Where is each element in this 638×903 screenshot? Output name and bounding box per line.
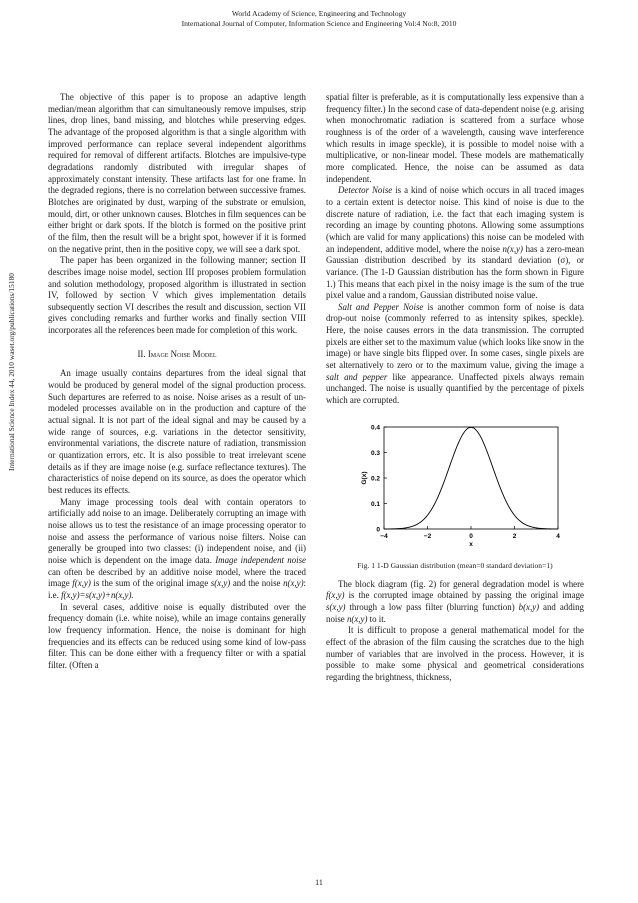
figure-caption: Fig. 1 1-D Gaussian distribution (mean=0 standard deviation=1) bbox=[357, 560, 553, 570]
page-number: 11 bbox=[315, 878, 323, 887]
paragraph bbox=[48, 497, 306, 602]
y-tick-label: 0.2 bbox=[370, 475, 380, 483]
emphasis: Salt and Pepper Noise bbox=[338, 301, 424, 312]
series-line bbox=[384, 427, 558, 529]
x-tick-label: 2 bbox=[512, 532, 517, 540]
right-column bbox=[326, 92, 584, 684]
equation: f(x,y)=s(x,y)+n(x,y). bbox=[61, 589, 134, 600]
y-axis-label: G(x) bbox=[361, 471, 368, 485]
paragraph: In several cases, additive noise is equally distributed over the frequency domain (i.e. white noise), while an image contains generally low frequency information. Hence, the noise is dominant for high frequencies and its effects can be reduced using some kind of low-pass filter. This can be done either with a frequency filter or with a spatial filter. (Often a bbox=[48, 601, 306, 670]
paragraph: The objective of this paper is to propose an adaptive length median/mean algorithm that can simultaneously remove impulses, strip lines, drop lines, band missing, and blotches while preserving edges. The advantage of the proposed algorithm is that a single algorithm with improved performance can replace several independent algorithms required for removal of different artifacts. Blotches are impulsive-type degradations randomly distributed with irregular shapes of approximately constant intensity. These artifacts last for one frame. In the degraded regions, there is no correlation between successive frames. Blotches are originated by dust, warping of the substrate or emulsion, mould, dirt, or other unknown causes. Blotches in film sequences can be either bright or dark spots. If the blotch is formed on the positive print of the film, then the result will be a bright spot, however if it is formed on the negative print, then in the positive copy, we will see a dark spot. bbox=[48, 92, 306, 254]
paragraph: spatial filter is preferable, as it is computationally less expensive than a frequency filter.) In the second case of data-dependent noise (e.g. arising when monochromatic radiation is scattered from a surface whose roughness is of the order of a wavelength, causing wave interference which results in image speckle), it is possible to model noise with a multiplicative, or non-linear model. These models are mathematically more complicated. Hence, the noise can be assumed as data independent. bbox=[326, 92, 585, 184]
math-var: f(x,y) bbox=[72, 578, 91, 589]
y-tick-label: 0.1 bbox=[370, 500, 380, 508]
x-axis-label: x bbox=[469, 540, 473, 547]
text-run: to it. bbox=[367, 613, 386, 624]
text-run: and adding noise bbox=[326, 602, 584, 624]
text-run: Many image processing tools deal with contain operators to artificially add noise to an image. Deliberately corrupting an image with noise allows us to test the resistance of an image processing operator to noise and assess the performance of various noise filters. Noise can generally be grouped into two classes: (i) independent noise, and (ii) noise which is dependent on the image data. bbox=[48, 496, 306, 565]
paragraph: The paper has been organized in the following manner; section II describes image noise model, section III proposes problem formulation and solution methodology, proposed algorithm is illustrated in section IV, followed by section V which gives implementation details subsequently section VI describes the result and discussion, section VII gives concluding remarks and further works and finally section VIII incorporates all the references been made for completion of this work. bbox=[48, 255, 306, 336]
math-var: s(x,y) bbox=[326, 602, 346, 613]
paragraph bbox=[326, 579, 584, 626]
x-tick-label: 4 bbox=[556, 532, 560, 540]
gaussian-figure bbox=[326, 417, 584, 547]
text-run: is a kind of noise which occurs in all traced images to a certain extent is detector noise. This kind of noise is due to the discrete nature of radiation, i.e. the fact that each imaging system is recording an image by counting photons. Allowing some assumptions (which are valid for many applications) this noise can be modeled with an independent, additive model, where the noise bbox=[326, 185, 584, 254]
text-run: is another common form of noise is data drop-out noise (commonly referred to as intensity spikes, speckle). Here, the noise causes errors in the data transmission. The corrupted pixels are either set to the maximum value (which looks like snow in the image) or have single bits flipped over. In some cases, single pixels are set alternatively to zero or to the maximum value, giving the image a bbox=[326, 301, 585, 371]
paragraph bbox=[326, 302, 584, 407]
x-tick-label: −2 bbox=[423, 532, 432, 540]
y-tick-label: 0 bbox=[376, 526, 380, 534]
emphasis: Detector Noise bbox=[338, 185, 393, 196]
paragraph: An image usually contains departures from the ideal signal that would be produced by general model of the signal production process. Such departures are referred to as noise. Noise arises as a result of un-modeled processes available on in the production and capture of the actual signal. It is not part of the ideal signal and may be caused by a wide range of sources, e.g. variations in the detector sensitivity, environmental variations, the discrete nature of radiation, transmission or quantization errors, etc. It is also possible to treat irrelevant scene details as if they are image noise (e.g. surface reflectance textures). The characteristics of noise depend on its source, as does the operator which best reduces its effects. bbox=[48, 368, 306, 495]
running-header bbox=[0, 9, 638, 29]
y-tick-label: 0.4 bbox=[370, 424, 380, 432]
text-run: is the corrupted image obtained by passing the original image bbox=[344, 590, 584, 601]
left-column bbox=[48, 92, 306, 672]
emphasis: Image independent noise bbox=[215, 554, 306, 565]
header-line-1: World Academy of Science, Engineering and Technology bbox=[231, 9, 407, 18]
text-run: is the sum of the original image bbox=[90, 578, 211, 589]
y-tick-label: 0.3 bbox=[370, 449, 380, 457]
section-heading bbox=[48, 349, 306, 361]
text-run: through a low pass filter (blurring function) bbox=[345, 602, 519, 613]
math-var: n(x,y) bbox=[346, 613, 368, 624]
math-var: s(x,y) bbox=[210, 578, 231, 589]
text-run: has a zero-mean Gaussian distribution described by its standard deviation (σ), or variance. (The 1-D Gaussian distribution has the form shown in Figure 1.) This means that each pixel in the noisy image is the sum of the true pixel value and a random, Gaussian distributed noise value. bbox=[326, 243, 585, 301]
text-run: and the noise bbox=[230, 578, 284, 589]
sidebar-citation: International Science Index 44, 2010 waset.org/publications/15180 bbox=[7, 273, 16, 471]
text-run: : i.e. bbox=[48, 578, 306, 600]
text-run: can often be described by an additive noise model, where the traced image bbox=[48, 566, 306, 589]
text-run: like appearance. Unaffected pixels always remain unchanged. The noise is usually quantified by the percentage of pixels which are corrupted. bbox=[326, 371, 585, 406]
text-run: The block diagram (fig. 2) for general degradation model is where bbox=[338, 578, 584, 589]
math-var: n(x,y) bbox=[283, 578, 304, 589]
header-line-2: International Journal of Computer, Information Science and Engineering Vol:4 No:8, 2010 bbox=[181, 19, 457, 28]
x-tick-label: −4 bbox=[380, 532, 388, 540]
math-var: f(x,y) bbox=[326, 590, 345, 601]
x-tick-label: 0 bbox=[469, 532, 473, 540]
gaussian-chart bbox=[326, 417, 584, 547]
math-var: b(x,y) bbox=[518, 602, 540, 613]
section-number: II. bbox=[137, 348, 146, 359]
paragraph bbox=[326, 185, 584, 302]
paragraph: It is difficult to propose a general mathematical model for the effect of the abrasion of the film causing the scratches due to the high number of variables that are involved in the process. However, it is possible to make some physical and geometrical considerations regarding the brightness, thickness, bbox=[326, 625, 584, 682]
math-var: n(x,y) bbox=[502, 243, 523, 254]
emphasis: salt and pepper bbox=[326, 371, 388, 382]
plot-frame bbox=[384, 427, 558, 529]
section-title: Image Noise Model bbox=[147, 348, 217, 359]
